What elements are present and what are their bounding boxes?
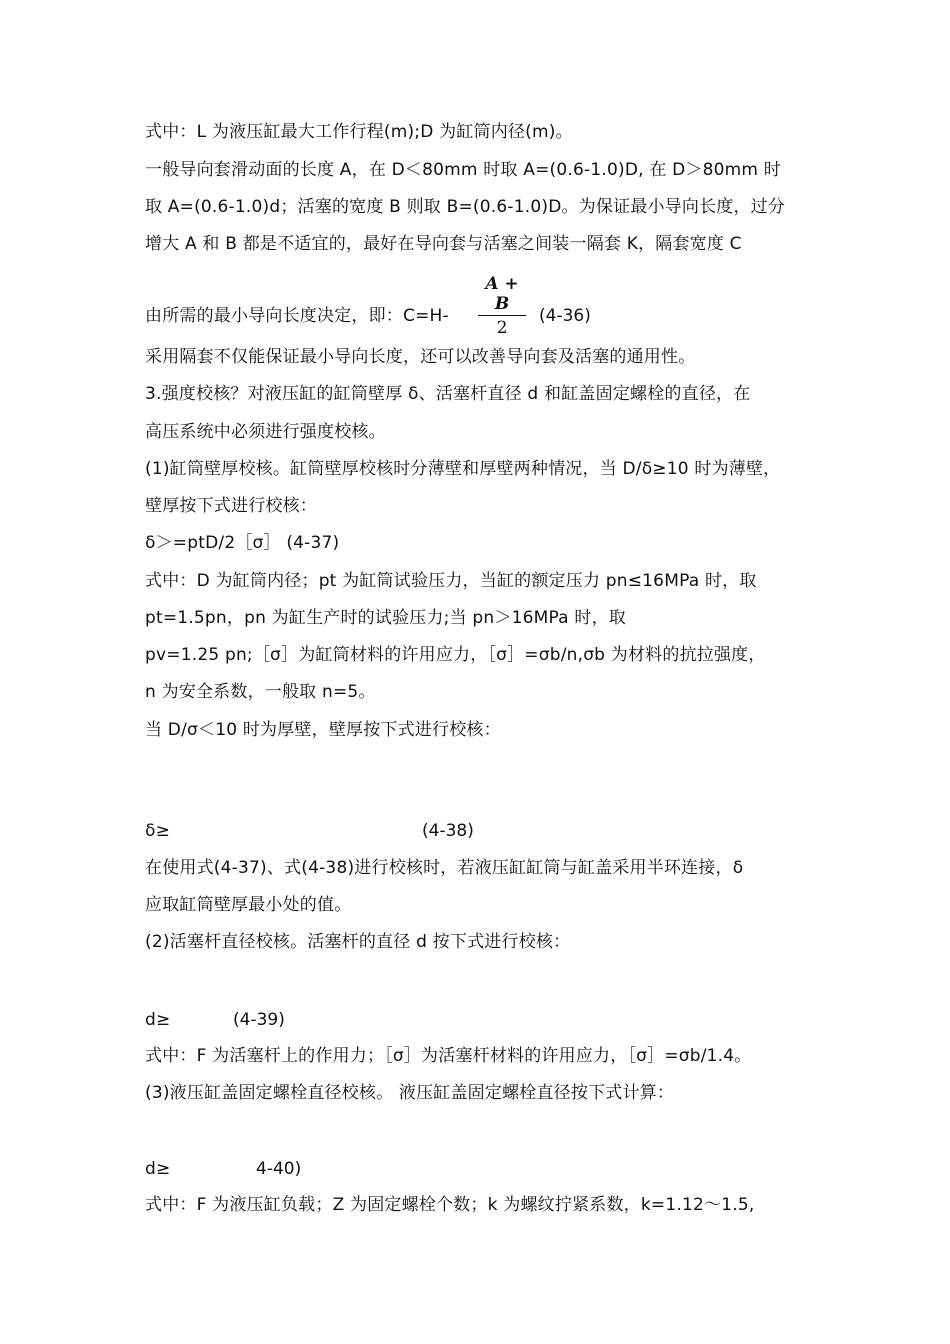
text-line: 式中：D 为缸筒内径；pt 为缸筒试验压力，当缸的额定压力 pn≤16MPa 时，取 (145, 571, 757, 591)
text-line: δ≥ (145, 821, 171, 841)
text-line: 增大 A 和 B 都是不适宜的，最好在导向套与活塞之间装一隔套 K，隔套宽度 C (145, 234, 742, 254)
text-line: n 为安全系数，一般取 n=5。 (145, 682, 376, 702)
text-line: 3.强度校核？对液压缸的缸筒壁厚 δ、活塞杆直径 d 和缸盖固定螺栓的直径，在 (145, 384, 751, 404)
text-line: 式中：F 为液压缸负载；Z 为固定螺栓个数；k 为螺纹拧紧系数，k=1.12～1.5, (145, 1195, 755, 1215)
equation-number: (4-36) (539, 306, 591, 326)
text-line: 在使用式(4-37)、式(4-38)进行校核时，若液压缸缸筒与缸盖采用半环连接，δ (145, 858, 744, 878)
text-line: (2)活塞杆直径校核。活塞杆的直径 d 按下式进行校核： (145, 932, 571, 952)
text-line: δ＞=ptD/2［σ］ (4-37) (145, 533, 340, 553)
fraction-bar (478, 315, 526, 316)
text-line: pv=1.25 pn;［σ］为缸筒材料的许用应力，［σ］=σb/n,σb 为材料的抗拉强度， (145, 645, 766, 665)
text-line: 应取缸筒壁厚最小处的值。 (145, 895, 352, 915)
fraction-denominator: 2 (496, 318, 508, 338)
fraction-formula (478, 274, 526, 338)
text-line: 式中：F 为活塞杆上的作用力；［σ］为活塞杆材料的许用应力，［σ］=σb/1.4。 (145, 1046, 752, 1066)
text-line: 取 A=(0.6-1.0)d；活塞的宽度 B 则取 B=(0.6-1.0)D。为保证最小导向长度，过分 (145, 197, 786, 217)
equation-number: (4-38) (422, 821, 474, 841)
text-line: 一般导向套滑动面的长度 A，在 D＜80mm 时取 A=(0.6-1.0)D, 在 D＞80mm 时 (145, 160, 781, 180)
fraction-numerator: A + B (485, 274, 519, 314)
text-line: 壁厚按下式进行校核： (145, 496, 317, 516)
text-line: pt=1.5pn，pn 为缸生产时的试验压力;当 pn＞16MPa 时，取 (145, 608, 626, 628)
text-line: (1)缸筒壁厚校核。缸筒壁厚校核时分薄壁和厚壁两种情况，当 D/δ≥10 时为薄壁， (145, 459, 781, 479)
equation-number: 4-40) (256, 1159, 302, 1179)
equation-number: (4-39) (233, 1010, 285, 1030)
text-line: 式中：L 为液压缸最大工作行程(m);D 为缸筒内径(m)。 (145, 122, 573, 142)
text-line: d≥ (145, 1010, 171, 1030)
text-line: 由所需的最小导向长度决定，即：C=H- (145, 306, 449, 326)
text-line: 当 D/σ＜10 时为厚壁，壁厚按下式进行校核： (145, 720, 501, 740)
text-line: 采用隔套不仅能保证最小导向长度，还可以改善导向套及活塞的通用性。 (145, 347, 696, 367)
text-line: d≥ (145, 1159, 171, 1179)
text-line: 高压系统中必须进行强度校核。 (145, 422, 386, 442)
text-line: (3)液压缸盖固定螺栓直径校核。 液压缸盖固定螺栓直径按下式计算： (145, 1083, 675, 1103)
